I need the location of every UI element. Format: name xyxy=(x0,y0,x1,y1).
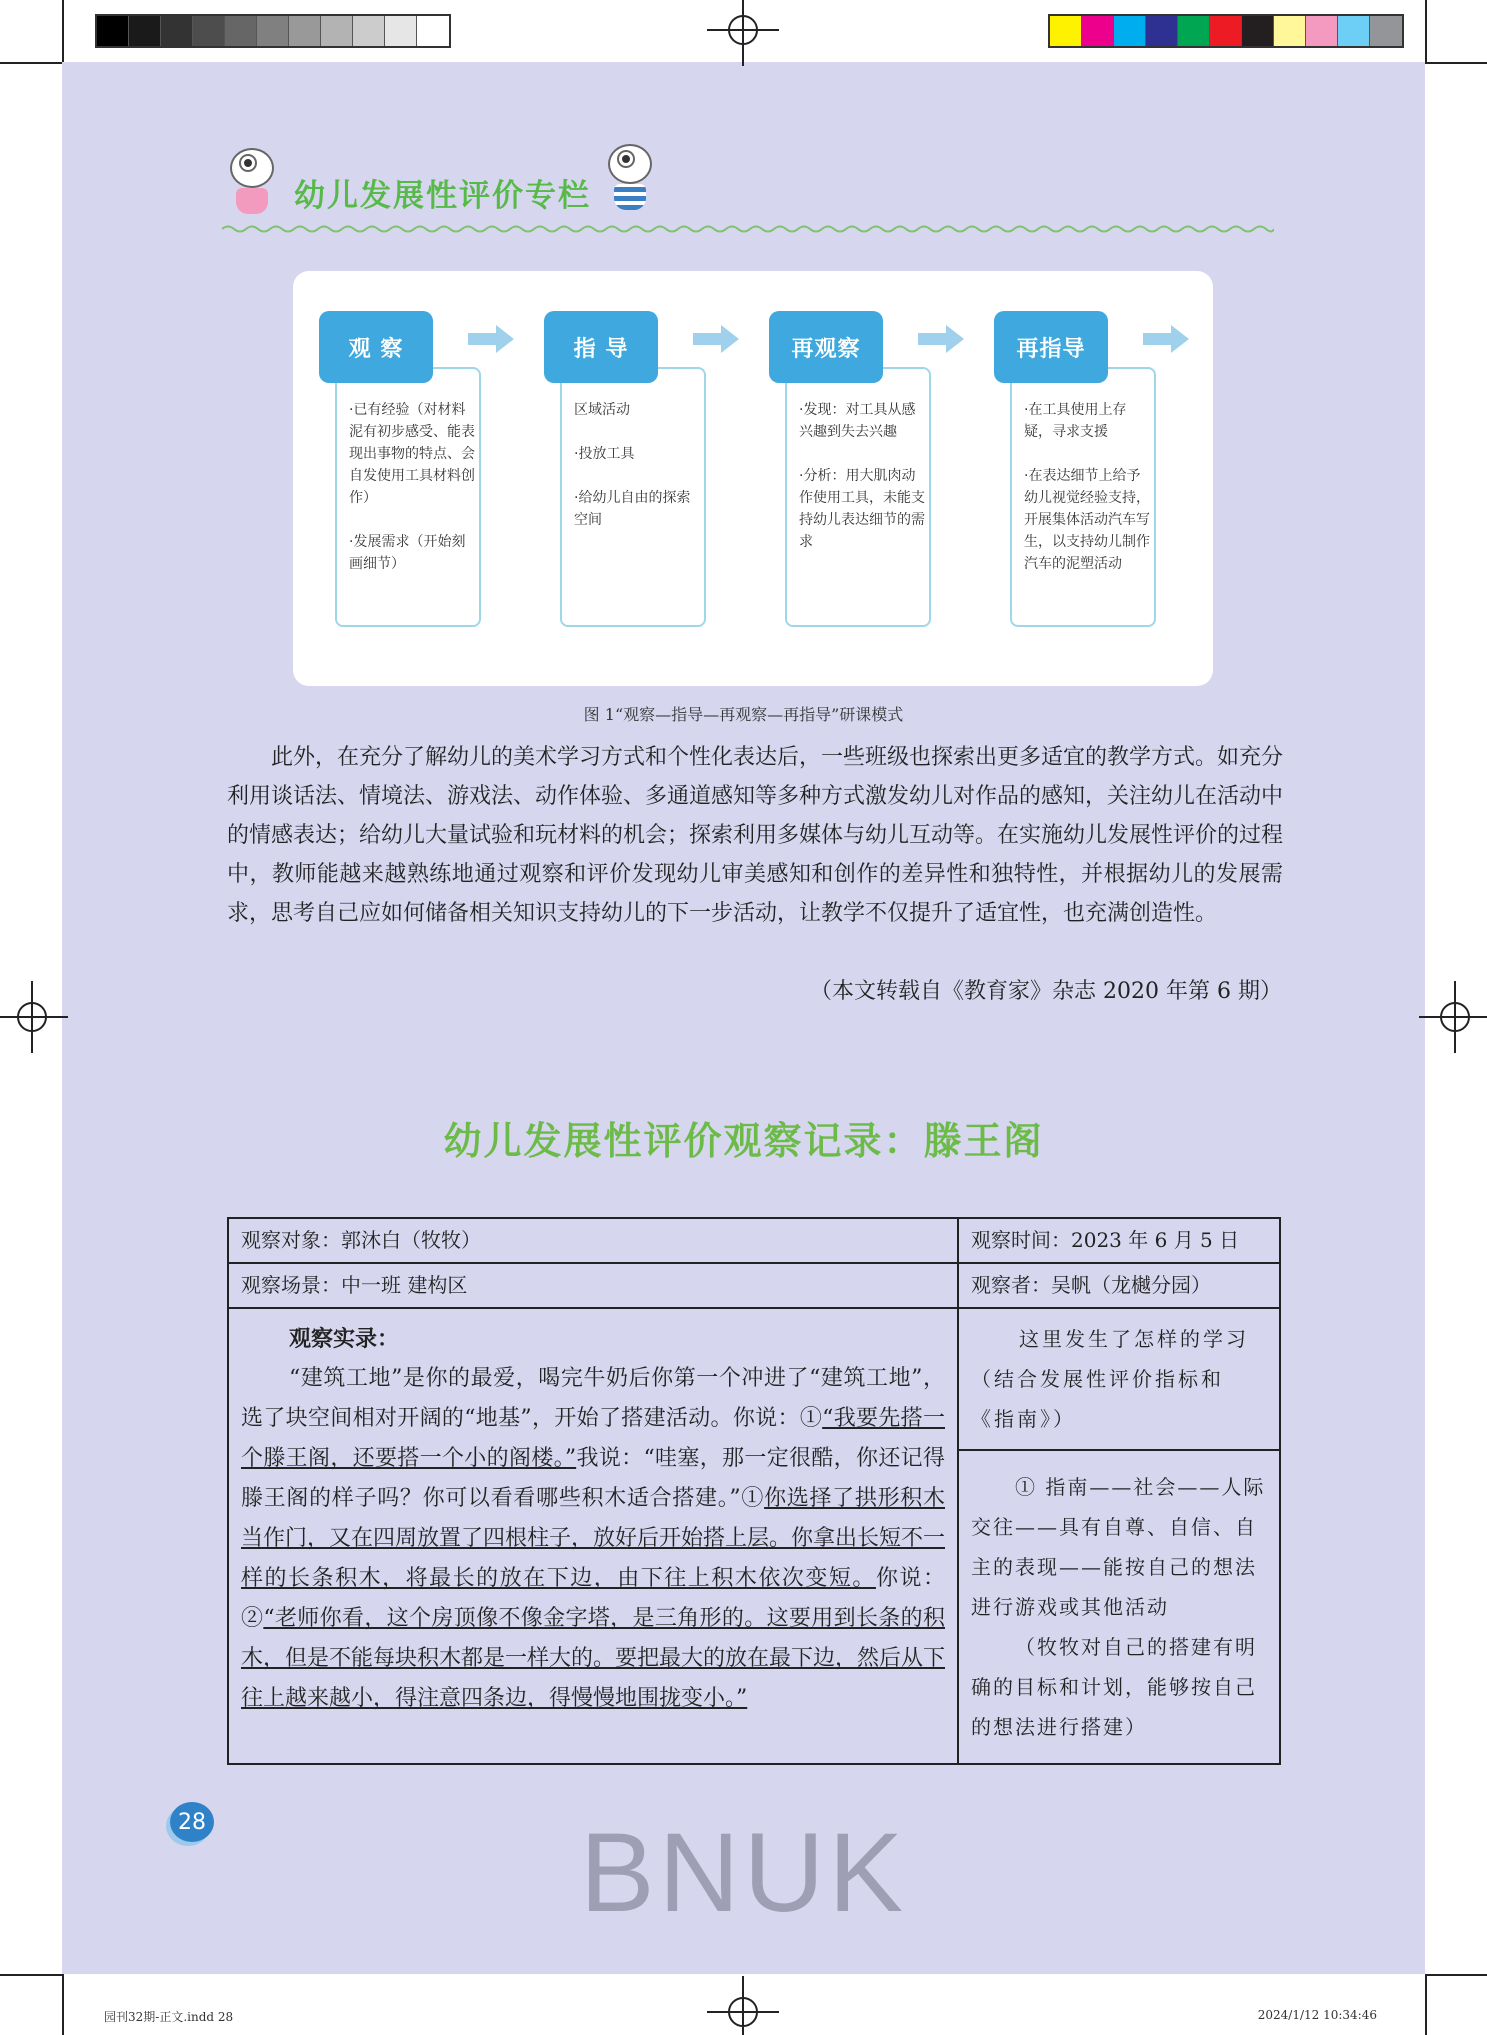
record-scene: 观察场景：中一班 建构区 xyxy=(228,1263,958,1308)
analysis-point: ① 指南——社会——人际交往——具有自尊、自信、自主的表现——能按自己的想法进行游戏或其他活动 xyxy=(971,1475,1266,1619)
arrow-right-icon xyxy=(1143,325,1189,353)
color-swatch xyxy=(1114,16,1146,46)
record-question: 这里发生了怎样的学习（结合发展性评价指标和《指南》） xyxy=(959,1309,1279,1451)
color-swatch xyxy=(97,16,129,46)
arrow-right-icon xyxy=(693,325,739,353)
flow-step-guide xyxy=(518,311,691,651)
color-swatch xyxy=(321,16,353,46)
color-swatch xyxy=(289,16,321,46)
arrow-right-icon xyxy=(918,325,964,353)
color-swatch xyxy=(1210,16,1242,46)
record-subject: 观察对象：郭沐白（牧牧） xyxy=(228,1218,958,1263)
notes-text: 我说：“哇塞，那一定很酷，你还记得滕王阁的样子吗？你可以看看哪些积木适合搭建。”① xyxy=(241,1446,945,1511)
flow-step-label: 观 察 xyxy=(319,311,433,383)
arrow-right-icon xyxy=(468,325,514,353)
color-swatch xyxy=(1082,16,1114,46)
color-swatch xyxy=(385,16,417,46)
color-swatch xyxy=(161,16,193,46)
notes-quote: 你选择了拱形积木当作门，又在四周放置了四根柱子，放好后开始搭上层。你拿出长短不一样的长条积木，将最长的放在下边，由下往上积木依次变短。 xyxy=(241,1486,946,1591)
notes-quote: “我要先搭一个滕王阁，还要搭一个小的阁楼。” xyxy=(241,1406,946,1471)
record-analysis xyxy=(959,1451,1279,1763)
registration-mark-right xyxy=(1433,995,1477,1039)
flow-step-label: 再指导 xyxy=(994,311,1108,383)
color-swatch xyxy=(257,16,289,46)
notes-quote: “老师你看，这个房顶像不像金字塔，是三角形的。这要用到长条的积木，但是不能每块积木都是一样大的。要把最大的放在最下边，然后从下往上越来越小，得注意四条边，得慢慢地围拢变小。” xyxy=(241,1606,946,1711)
notes-text: 你说：② xyxy=(241,1566,945,1631)
column-title: 幼儿发展性评价专栏 xyxy=(294,178,591,214)
crop-mark xyxy=(0,1974,62,1976)
flow-step-text: ·在工具使用上存疑，寻求支援 ·在表达细节上给予幼儿视觉经验支持，开展集体活动汽车写生，以支持幼儿制作汽车的泥塑活动 xyxy=(1024,402,1150,572)
color-swatch xyxy=(225,16,257,46)
record-notes-paragraph xyxy=(241,1359,945,1719)
flow-step-label: 指 导 xyxy=(544,311,658,383)
record-title: 幼儿发展性评价观察记录：滕王阁 xyxy=(443,1119,1044,1163)
crop-mark xyxy=(62,1974,64,2035)
crop-mark xyxy=(1425,0,1427,62)
crop-mark xyxy=(62,0,64,62)
flow-step-reobserve xyxy=(743,311,925,651)
color-calibration-bar xyxy=(1048,14,1404,48)
flow-step-text: ·发现：对工具从感兴趣到失去兴趣 ·分析：用大肌肉动作使用工具，未能支持幼儿表达细节的需求 xyxy=(799,402,925,550)
color-swatch xyxy=(193,16,225,46)
crop-mark xyxy=(1425,1974,1487,1976)
record-analysis-cell xyxy=(958,1308,1280,1764)
flow-step-text: 区域活动 ·投放工具 ·给幼儿自由的探索空间 xyxy=(574,402,691,528)
flow-step-observe xyxy=(293,311,475,651)
color-swatch xyxy=(1242,16,1274,46)
color-swatch xyxy=(353,16,385,46)
color-swatch xyxy=(1370,16,1402,46)
flow-step-text: ·已有经验（对材料泥有初步感受、能表现出事物的特点、会自发使用工具材料创作） ·发展需求（开始刻画细节） xyxy=(349,402,475,572)
gray-calibration-bar xyxy=(95,14,451,48)
article-source: （本文转载自《教育家》杂志 2020 年第 6 期） xyxy=(810,979,1282,1004)
registration-mark-bottom xyxy=(721,1990,765,2034)
observation-record-table xyxy=(227,1217,1281,1765)
crop-mark xyxy=(1425,62,1487,64)
crop-mark xyxy=(0,62,62,64)
color-swatch xyxy=(1178,16,1210,46)
article-paragraph xyxy=(227,738,1283,933)
mascot-boy-icon xyxy=(600,138,660,218)
flow-step-label: 再观察 xyxy=(769,311,883,383)
color-swatch xyxy=(1146,16,1178,46)
record-notes xyxy=(229,1309,957,1729)
column-header xyxy=(222,138,1282,233)
color-swatch xyxy=(417,16,449,46)
registration-mark-top xyxy=(721,8,765,52)
color-swatch xyxy=(1050,16,1082,46)
record-notes-cell xyxy=(228,1308,958,1764)
article-paragraph-text: 此外，在充分了解幼儿的美术学习方式和个性化表达后，一些班级也探索出更多适宜的教学方式。如充分利用谈话法、情境法、游戏法、动作体验、多通道感知等多种方式激发幼儿对作品的感知，关注幼儿在活动中的情感表达；给幼儿大量试验和玩材料的机会；探索利用多媒体与幼儿互动等。在实施幼儿发展性评价的过程中，教师能越来越熟练地通过观察和评价发现幼儿审美感知和创作的差异性和独特性，并根据幼儿的发展需求，思考自己应如何储备相关知识支持幼儿的下一步活动，让教学不仅提升了适宜性，也充满创造性。 xyxy=(227,745,1284,926)
color-swatch xyxy=(1274,16,1306,46)
mascot-girl-icon xyxy=(222,142,282,222)
record-observer: 观察者：吴帆（龙樾分园） xyxy=(958,1263,1280,1308)
slug-timestamp: 2024/1/12 10:34:46 xyxy=(1257,2008,1377,2022)
slug-file-info: 园刊32期-正文.indd 28 xyxy=(104,2010,234,2024)
figure-caption: 图 1“观察—指导—再观察—再指导”研课模式 xyxy=(583,705,904,724)
flow-step-reguide xyxy=(968,311,1150,651)
record-notes-heading: 观察实录： xyxy=(289,1326,400,1352)
crop-mark xyxy=(1425,1974,1427,2035)
wavy-divider xyxy=(222,224,1274,234)
color-swatch xyxy=(129,16,161,46)
record-time: 观察时间：2023 年 6 月 5 日 xyxy=(958,1218,1280,1263)
color-swatch xyxy=(1338,16,1370,46)
registration-mark-left xyxy=(10,995,54,1039)
watermark: BNUK xyxy=(579,1810,908,1935)
page-number: 28 xyxy=(170,1802,214,1842)
notes-text: “建筑工地”是你的最爱，喝完牛奶后你第一个冲进了“建筑工地”，选了块空间相对开阔的“地基”，开始了搭建活动。你说：① xyxy=(241,1366,945,1431)
analysis-note: （牧牧对自己的搭建有明确的目标和计划，能够按自己的想法进行搭建） xyxy=(971,1635,1257,1739)
color-swatch xyxy=(1306,16,1338,46)
research-model-diagram xyxy=(293,271,1213,686)
